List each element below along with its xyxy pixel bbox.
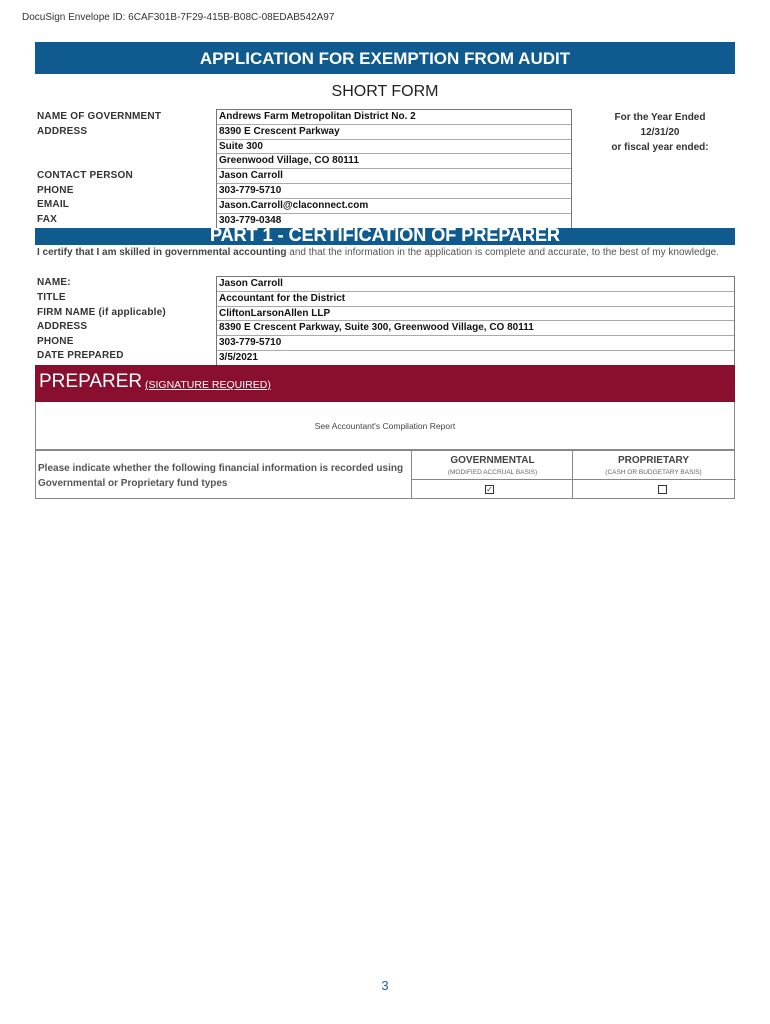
label-preparer-name: NAME: <box>37 277 71 288</box>
proprietary-basis: (CASH OR BUDGETARY BASIS) <box>605 469 702 476</box>
certification-rest: and that the information in the application is complete and accurate, to the best of my knowledge. <box>286 247 719 258</box>
date-prepared-field[interactable]: 3/5/2021 <box>219 351 258 363</box>
label-date-prepared: DATE PREPARED <box>37 350 124 361</box>
label-address: ADDRESS <box>37 126 88 137</box>
label-fax: FAX <box>37 214 58 225</box>
preparer-header-bar <box>35 365 735 402</box>
signature-required-label: (SIGNATURE REQUIRED) <box>145 379 271 391</box>
fund-type-question: Please indicate whether the following financial information is recorded using Governmental or Proprietary fund types <box>38 463 404 489</box>
fax-field[interactable]: 303-779-0348 <box>219 214 282 226</box>
divider <box>411 479 736 480</box>
preparer-address-field[interactable]: 8390 E Crescent Parkway, Suite 300, Greenwood Village, CO 80111 <box>217 321 734 336</box>
preparer-info-box <box>216 276 735 367</box>
signature-box[interactable] <box>35 402 735 450</box>
year-ended-value: 12/31/20 <box>640 127 680 138</box>
proprietary-checkbox[interactable] <box>658 485 667 494</box>
certification-statement <box>37 246 732 260</box>
fund-type-box <box>35 450 735 499</box>
label-email: EMAIL <box>37 199 70 210</box>
page-number: 3 <box>381 978 389 993</box>
governmental-header: GOVERNMENTAL <box>450 455 535 466</box>
firm-name-field[interactable]: CliftonLarsonAllen LLP <box>217 307 734 322</box>
fiscal-year-block <box>585 110 735 155</box>
preparer-phone-field[interactable]: 303-779-5710 <box>217 336 734 351</box>
form-subtitle: SHORT FORM <box>331 83 439 100</box>
preparer-title-field[interactable]: Accountant for the District <box>217 292 734 307</box>
government-info-box <box>216 109 572 229</box>
label-firm-name: FIRM NAME (if applicable) <box>37 307 166 318</box>
phone-field[interactable]: 303-779-5710 <box>217 184 571 199</box>
preparer-name-field[interactable]: Jason Carroll <box>217 277 734 292</box>
label-contact-person: CONTACT PERSON <box>37 170 133 181</box>
part1-title: PART 1 - CERTIFICATION OF PREPARER <box>209 225 560 245</box>
address-line1-field[interactable]: 8390 E Crescent Parkway <box>217 125 571 140</box>
address-line3-field[interactable]: Greenwood Village, CO 80111 <box>217 154 571 169</box>
email-field[interactable]: Jason.Carroll@claconnect.com <box>217 199 571 214</box>
form-title: APPLICATION FOR EXEMPTION FROM AUDIT <box>35 42 735 74</box>
governmental-checkbox[interactable]: ✓ <box>486 485 493 494</box>
label-preparer-address: ADDRESS <box>37 321 88 332</box>
contact-person-field[interactable]: Jason Carroll <box>217 169 571 184</box>
label-government-name: NAME OF GOVERNMENT <box>37 111 162 122</box>
label-preparer-phone: PHONE <box>37 336 74 347</box>
signature-note: See Accountant's Compilation Report <box>314 421 456 431</box>
label-preparer-title: TITLE <box>37 292 66 303</box>
envelope-id: DocuSign Envelope ID: 6CAF301B-7F29-415B-B08C-08EDAB542A97 <box>22 12 335 23</box>
fiscal-year-label: or fiscal year ended: <box>611 142 709 153</box>
address-line2-field[interactable]: Suite 300 <box>217 140 571 155</box>
label-phone: PHONE <box>37 185 74 196</box>
certification-bold: I certify that I am skilled in governmental accounting <box>37 247 287 258</box>
governmental-basis: (MODIFIED ACCRUAL BASIS) <box>447 469 538 476</box>
government-name-field[interactable]: Andrews Farm Metropolitan District No. 2 <box>217 110 571 125</box>
proprietary-header: PROPRIETARY <box>617 455 690 466</box>
preparer-title: PREPARER <box>39 371 143 392</box>
year-ended-label: For the Year Ended <box>614 112 706 123</box>
